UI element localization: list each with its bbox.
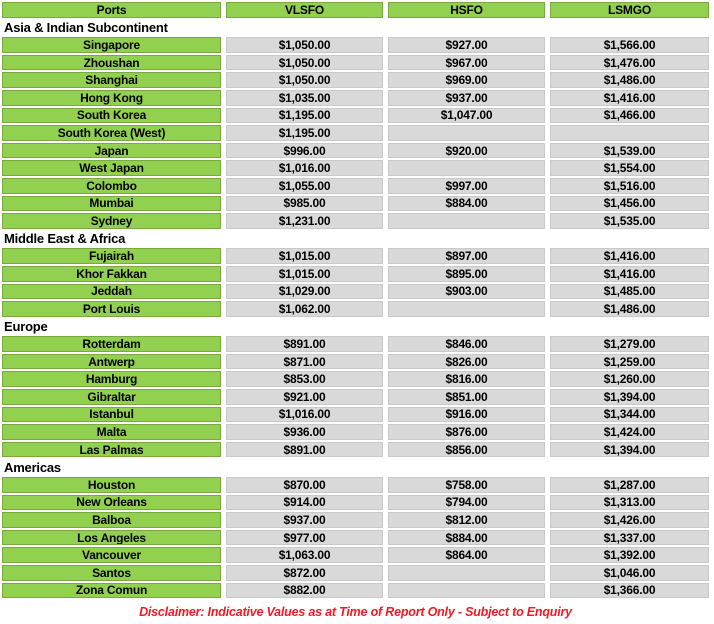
vlsfo-price-cell: $1,016.00 xyxy=(226,160,383,176)
lsmgo-price-cell: $1,485.00 xyxy=(550,284,709,300)
vlsfo-price-cell: $891.00 xyxy=(226,336,383,352)
port-name-cell: Istanbul xyxy=(2,407,221,423)
hsfo-price-cell: $916.00 xyxy=(388,407,545,423)
port-name-cell: Houston xyxy=(2,477,221,493)
vlsfo-price-cell: $1,063.00 xyxy=(226,547,383,563)
lsmgo-price-cell: $1,287.00 xyxy=(550,477,709,493)
vlsfo-price-cell: $996.00 xyxy=(226,143,383,159)
hsfo-price-cell: $903.00 xyxy=(388,284,545,300)
hsfo-price-cell: $816.00 xyxy=(388,371,545,387)
vlsfo-price-cell: $1,050.00 xyxy=(226,37,383,53)
vlsfo-price-cell: $921.00 xyxy=(226,389,383,405)
port-name-cell: Balboa xyxy=(2,512,221,528)
port-name-cell: Port Louis xyxy=(2,301,221,317)
hsfo-price-cell: $1,047.00 xyxy=(388,108,545,124)
lsmgo-price-cell: $1,426.00 xyxy=(550,512,709,528)
lsmgo-price-cell: $1,416.00 xyxy=(550,266,709,282)
port-name-cell: Santos xyxy=(2,565,221,581)
hsfo-price-cell: $846.00 xyxy=(388,336,545,352)
hsfo-price-cell: $826.00 xyxy=(388,354,545,370)
disclaimer-text: Disclaimer: Indicative Values as at Time of Report Only - Subject to Enquiry xyxy=(139,605,572,620)
lsmgo-price-cell: $1,566.00 xyxy=(550,37,709,53)
hsfo-price-cell: $967.00 xyxy=(388,55,545,71)
port-name-cell: Las Palmas xyxy=(2,442,221,458)
lsmgo-price-cell: $1,366.00 xyxy=(550,583,709,599)
hsfo-price-cell: $812.00 xyxy=(388,512,545,528)
prices-table xyxy=(2,2,709,598)
vlsfo-price-cell: $1,015.00 xyxy=(226,248,383,264)
hsfo-price-cell: $856.00 xyxy=(388,442,545,458)
vlsfo-price-cell: $1,195.00 xyxy=(226,108,383,124)
port-name-cell: Hamburg xyxy=(2,371,221,387)
column-header-vlsfo: VLSFO xyxy=(226,2,383,18)
lsmgo-price-cell: $1,476.00 xyxy=(550,55,709,71)
vlsfo-price-cell: $1,015.00 xyxy=(226,266,383,282)
lsmgo-price-cell: $1,466.00 xyxy=(550,108,709,124)
vlsfo-price-cell: $1,055.00 xyxy=(226,178,383,194)
vlsfo-price-cell: $891.00 xyxy=(226,442,383,458)
hsfo-price-cell xyxy=(388,583,545,599)
hsfo-price-cell: $851.00 xyxy=(388,389,545,405)
vlsfo-price-cell: $1,035.00 xyxy=(226,90,383,106)
lsmgo-price-cell xyxy=(550,125,709,141)
vlsfo-price-cell: $882.00 xyxy=(226,583,383,599)
lsmgo-price-cell: $1,259.00 xyxy=(550,354,709,370)
lsmgo-price-cell: $1,539.00 xyxy=(550,143,709,159)
port-name-cell: Vancouver xyxy=(2,547,221,563)
vlsfo-price-cell: $985.00 xyxy=(226,196,383,212)
vlsfo-price-cell: $871.00 xyxy=(226,354,383,370)
vlsfo-price-cell: $1,062.00 xyxy=(226,301,383,317)
port-name-cell: Shanghai xyxy=(2,72,221,88)
port-name-cell: Zhoushan xyxy=(2,55,221,71)
lsmgo-price-cell: $1,424.00 xyxy=(550,424,709,440)
lsmgo-price-cell: $1,313.00 xyxy=(550,495,709,511)
port-name-cell: Hong Kong xyxy=(2,90,221,106)
lsmgo-price-cell: $1,416.00 xyxy=(550,90,709,106)
lsmgo-price-cell: $1,416.00 xyxy=(550,248,709,264)
lsmgo-price-cell: $1,260.00 xyxy=(550,371,709,387)
lsmgo-price-cell: $1,279.00 xyxy=(550,336,709,352)
lsmgo-price-cell: $1,392.00 xyxy=(550,547,709,563)
region-section-header: Europe xyxy=(2,319,709,335)
vlsfo-price-cell: $914.00 xyxy=(226,495,383,511)
column-header-ports: Ports xyxy=(2,2,221,18)
lsmgo-price-cell: $1,516.00 xyxy=(550,178,709,194)
lsmgo-price-cell: $1,456.00 xyxy=(550,196,709,212)
hsfo-price-cell: $927.00 xyxy=(388,37,545,53)
vlsfo-price-cell: $1,016.00 xyxy=(226,407,383,423)
port-name-cell: South Korea (West) xyxy=(2,125,221,141)
lsmgo-price-cell: $1,394.00 xyxy=(550,442,709,458)
port-name-cell: Singapore xyxy=(2,37,221,53)
column-header-lsmgo: LSMGO xyxy=(550,2,709,18)
vlsfo-price-cell: $936.00 xyxy=(226,424,383,440)
port-name-cell: Zona Comun xyxy=(2,583,221,599)
lsmgo-price-cell: $1,486.00 xyxy=(550,72,709,88)
vlsfo-price-cell: $853.00 xyxy=(226,371,383,387)
port-name-cell: Khor Fakkan xyxy=(2,266,221,282)
hsfo-price-cell: $969.00 xyxy=(388,72,545,88)
port-name-cell: New Orleans xyxy=(2,495,221,511)
lsmgo-price-cell: $1,486.00 xyxy=(550,301,709,317)
vlsfo-price-cell: $1,050.00 xyxy=(226,55,383,71)
hsfo-price-cell: $997.00 xyxy=(388,178,545,194)
hsfo-price-cell xyxy=(388,301,545,317)
port-name-cell: Fujairah xyxy=(2,248,221,264)
hsfo-price-cell: $920.00 xyxy=(388,143,545,159)
lsmgo-price-cell: $1,046.00 xyxy=(550,565,709,581)
port-name-cell: Rotterdam xyxy=(2,336,221,352)
region-section-header: Asia & Indian Subcontinent xyxy=(2,20,709,36)
port-name-cell: Mumbai xyxy=(2,196,221,212)
region-section-header: Americas xyxy=(2,459,709,475)
hsfo-price-cell: $864.00 xyxy=(388,547,545,563)
port-name-cell: Gibraltar xyxy=(2,389,221,405)
hsfo-price-cell xyxy=(388,565,545,581)
hsfo-price-cell: $876.00 xyxy=(388,424,545,440)
hsfo-price-cell xyxy=(388,125,545,141)
hsfo-price-cell xyxy=(388,213,545,229)
hsfo-price-cell xyxy=(388,160,545,176)
port-name-cell: Jeddah xyxy=(2,284,221,300)
port-name-cell: Malta xyxy=(2,424,221,440)
vlsfo-price-cell: $1,050.00 xyxy=(226,72,383,88)
hsfo-price-cell: $758.00 xyxy=(388,477,545,493)
column-header-hsfo: HSFO xyxy=(388,2,545,18)
port-name-cell: Sydney xyxy=(2,213,221,229)
vlsfo-price-cell: $977.00 xyxy=(226,530,383,546)
vlsfo-price-cell: $1,195.00 xyxy=(226,125,383,141)
lsmgo-price-cell: $1,394.00 xyxy=(550,389,709,405)
lsmgo-price-cell: $1,337.00 xyxy=(550,530,709,546)
port-name-cell: Japan xyxy=(2,143,221,159)
hsfo-price-cell: $937.00 xyxy=(388,90,545,106)
port-name-cell: Antwerp xyxy=(2,354,221,370)
port-name-cell: Colombo xyxy=(2,178,221,194)
hsfo-price-cell: $884.00 xyxy=(388,530,545,546)
port-name-cell: West Japan xyxy=(2,160,221,176)
hsfo-price-cell: $794.00 xyxy=(388,495,545,511)
hsfo-price-cell: $884.00 xyxy=(388,196,545,212)
vlsfo-price-cell: $1,231.00 xyxy=(226,213,383,229)
region-section-header: Middle East & Africa xyxy=(2,231,709,247)
vlsfo-price-cell: $870.00 xyxy=(226,477,383,493)
vlsfo-price-cell: $872.00 xyxy=(226,565,383,581)
hsfo-price-cell: $897.00 xyxy=(388,248,545,264)
lsmgo-price-cell: $1,535.00 xyxy=(550,213,709,229)
hsfo-price-cell: $895.00 xyxy=(388,266,545,282)
lsmgo-price-cell: $1,554.00 xyxy=(550,160,709,176)
vlsfo-price-cell: $1,029.00 xyxy=(226,284,383,300)
vlsfo-price-cell: $937.00 xyxy=(226,512,383,528)
lsmgo-price-cell: $1,344.00 xyxy=(550,407,709,423)
port-name-cell: South Korea xyxy=(2,108,221,124)
port-name-cell: Los Angeles xyxy=(2,530,221,546)
